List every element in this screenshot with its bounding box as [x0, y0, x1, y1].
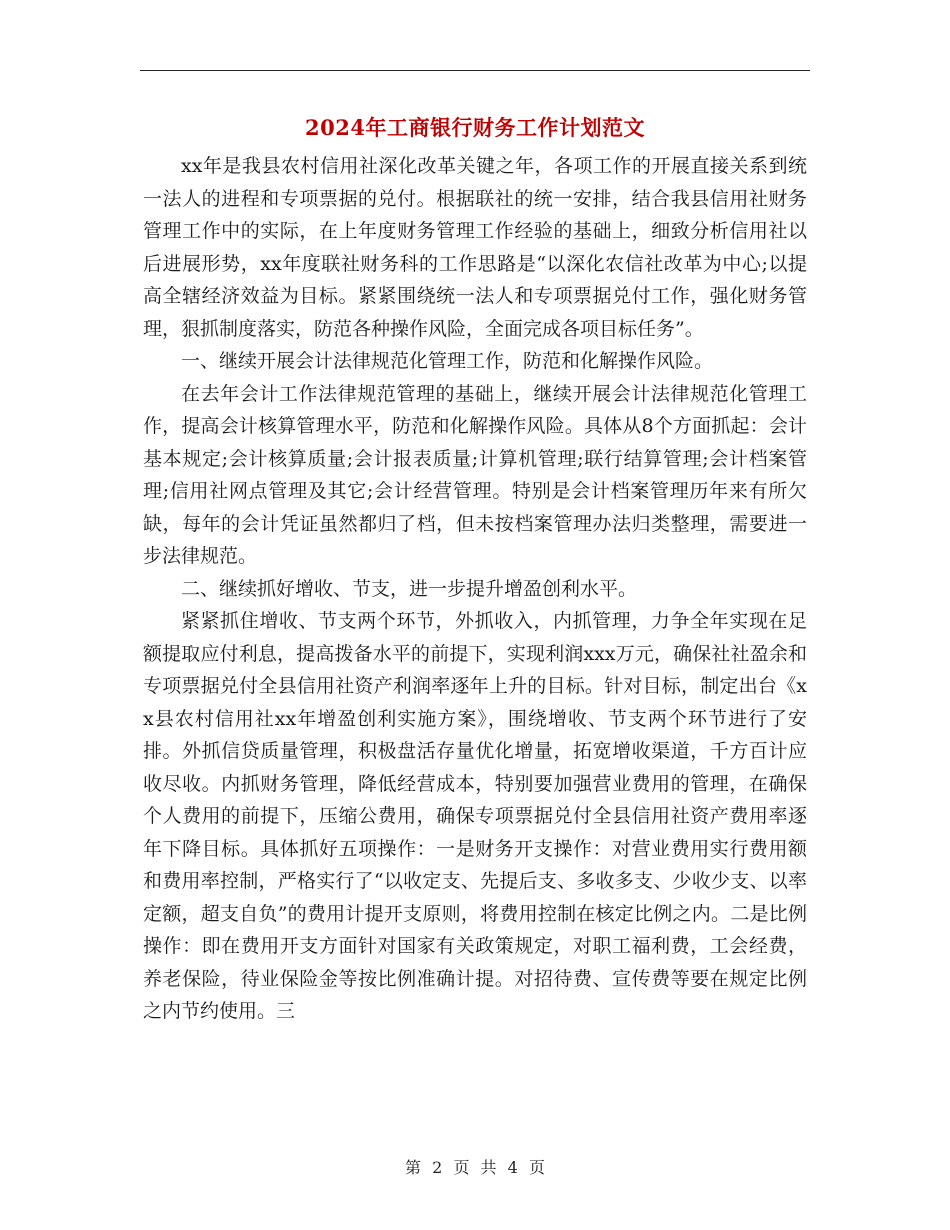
paragraph-section-1: 在去年会计工作法律规范管理的基础上，继续开展会计法律规范化管理工作，提高会计核算管理水平，防范和化解操作风险。具体从8个方面抓起：会计基本规定;会计核算质量;会计报表质量;计算机管理;联行结算管理;会计档案管理;信用社网点管理及其它;会计经营管理。特别是会计档案管理历年来有所欠缺，每年的会计凭证虽然都归了档，但未按档案管理办法归类整理，需要进一步法律规范。 — [143, 382, 807, 567]
document-body — [143, 150, 807, 1028]
paragraph-intro: xx年是我县农村信用社深化改革关键之年，各项工作的开展直接关系到统一法人的进程和专项票据的兑付。根据联社的统一安排，结合我县信用社财务管理工作中的实际，在上年度财务管理工作经验的基础上，细致分析信用社以后进展形势，xx年度联社财务科的工作思路是“以深化农信社改革为中心;以提高全辖经济效益为目标。紧紧围绕统一法人和专项票据兑付工作，强化财务管理，狠抓制度落实，防范各种操作风险，全面完成各项目标任务”。 — [143, 155, 807, 340]
footer-page-word: 页 — [453, 1158, 470, 1177]
footer-prefix: 第 — [405, 1158, 422, 1177]
footer-total-prefix: 共 — [480, 1158, 497, 1177]
section-heading-2: 二、继续抓好增收、节支，进一步提升增盈创利水平。 — [181, 577, 638, 600]
header-rule — [140, 70, 810, 71]
section-heading-1: 一、继续开展会计法律规范化管理工作，防范和化解操作风险。 — [181, 350, 714, 372]
page-footer — [0, 1155, 950, 1178]
paragraph-section-2: 紧紧抓住增收、节支两个环节，外抓收入，内抓管理，力争全年实现在足额提取应付利息，提高拨备水平的前提下，实现利润xxx万元，确保社社盈余和专项票据兑付全县信用社资产利润率逐年上升的目标。针对目标，制定出台《xx县农村信用社xx年增盈创利实施方案》，围绕增收、节支两个环节进行了安排。外抓信贷质量管理，积极盘活存量优化增量，拓宽增收渠道，千方百计应收尽收。内抓财务管理，降低经营成本，特别要加强营业费用的管理，在确保个人费用的前提下，压缩公费用，确保专项票据兑付全县信用社资产费用率逐年下降目标。具体抓好五项操作：一是财务开支操作：对营业费用实行费用额和费用率控制，严格实行了“以收定支、先提后支、多收多支、少收少支、以率定额，超支自负”的费用计提开支原则，将费用控制在核定比例之内。二是比例操作：即在费用开支方面针对国家有关政策规定，对职工福利费，工会经费，养老保险，待业保险金等按比例准确计提。对招待费、宣传费等要在规定比例之内节约使用。三 — [143, 610, 807, 1022]
footer-total-pages: 4 — [507, 1158, 518, 1177]
document-title: 2024年工商银行财务工作计划范文 — [305, 115, 645, 140]
footer-suffix: 页 — [528, 1158, 545, 1177]
footer-current-page: 2 — [432, 1158, 443, 1177]
